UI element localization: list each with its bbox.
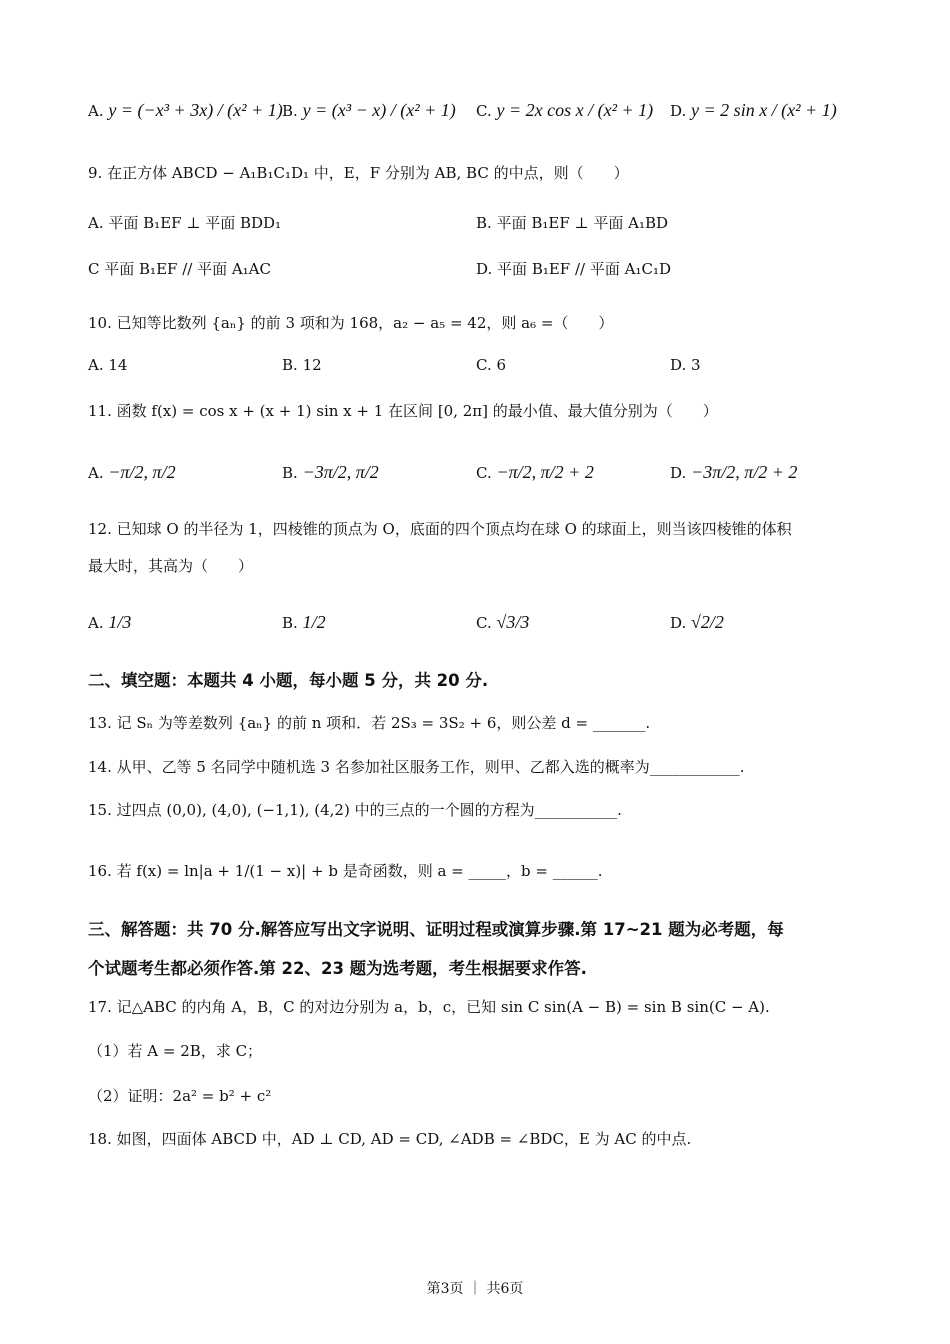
option-expression: y = 2 sin x / (x² + 1) xyxy=(691,100,837,120)
option-text: −π/2, π/2 + 2 xyxy=(496,462,594,482)
q14: 14. 从甲、乙等 5 名同学中随机选 3 名参加社区服务工作，则甲、乙都入选的概率为____________. xyxy=(88,758,745,776)
option-label: D. xyxy=(670,614,687,632)
option-label: A. xyxy=(88,214,104,232)
option-text: 平面 B₁EF // 平面 A₁C₁D xyxy=(497,260,671,278)
option-text: 1/2 xyxy=(302,612,326,632)
option-label: B. xyxy=(282,356,298,374)
q9-option-c xyxy=(88,258,271,279)
option-label: C xyxy=(88,260,100,278)
option-text: 平面 B₁EF ⊥ 平面 A₁BD xyxy=(496,214,669,232)
option-text: 14 xyxy=(108,356,128,374)
option-label: D. xyxy=(670,464,687,482)
q12-stem-line2: 最大时，其高为（ ） xyxy=(88,557,254,575)
q17-part1: （1）若 A = 2B，求 C； xyxy=(88,1042,263,1060)
q11-option-a xyxy=(88,462,176,483)
q8-option-c xyxy=(476,100,653,121)
option-label: C. xyxy=(476,102,492,120)
option-label: B. xyxy=(282,464,298,482)
q10-option-d xyxy=(670,356,701,374)
option-text: −3π/2, π/2 + 2 xyxy=(691,462,798,482)
q15: 15. 过四点 (0,0), (4,0), (−1,1), (4,2) 中的三点的一个圆的方程为___________. xyxy=(88,801,622,819)
q8-option-d xyxy=(670,100,837,121)
q9-option-d xyxy=(476,258,671,279)
q17: 17. 记△ABC 的内角 A，B，C 的对边分别为 a，b，c，已知 sin C sin(A − B) = sin B sin(C − A). xyxy=(88,998,770,1016)
option-label: C. xyxy=(476,464,492,482)
option-expression: y = (−x³ + 3x) / (x² + 1) xyxy=(108,100,283,120)
option-text: 12 xyxy=(302,356,322,374)
option-text: −π/2, π/2 xyxy=(108,462,176,482)
option-expression: y = (x³ − x) / (x² + 1) xyxy=(302,100,456,120)
option-label: A. xyxy=(88,356,104,374)
option-label: D. xyxy=(476,260,493,278)
option-text: −3π/2, π/2 xyxy=(302,462,379,482)
q11-option-c xyxy=(476,462,594,483)
section-heading-solutions-line1: 三、解答题：共 70 分.解答应写出文字说明、证明过程或演算步骤.第 17~21 题为必考题，每 xyxy=(88,920,784,939)
option-text: 6 xyxy=(496,356,507,374)
q18: 18. 如图，四面体 ABCD 中，AD ⊥ CD, AD = CD, ∠ADB = ∠BDC，E 为 AC 的中点. xyxy=(88,1130,692,1148)
option-text: 平面 B₁EF // 平面 A₁AC xyxy=(104,260,271,278)
q10-option-c xyxy=(476,356,506,374)
q12-option-d xyxy=(670,612,724,633)
q9-option-b xyxy=(476,212,668,233)
q10-option-b xyxy=(282,356,322,374)
option-text: √2/2 xyxy=(691,612,724,632)
q12-option-b xyxy=(282,612,326,633)
option-label: B. xyxy=(476,214,492,232)
option-label: B. xyxy=(282,614,298,632)
section-heading-fill-in: 二、填空题：本题共 4 小题，每小题 5 分，共 20 分. xyxy=(88,671,489,690)
q8-option-a xyxy=(88,100,283,121)
option-label: B. xyxy=(282,102,298,120)
option-text: 平面 B₁EF ⊥ 平面 BDD₁ xyxy=(108,214,282,232)
option-label: A. xyxy=(88,464,104,482)
option-text: √3/3 xyxy=(496,612,530,632)
section-heading-solutions-line2: 个试题考生都必须作答.第 22、23 题为选考题，考生根据要求作答. xyxy=(88,959,587,978)
option-expression: y = 2x cos x / (x² + 1) xyxy=(496,100,654,120)
option-text: 1/3 xyxy=(108,612,132,632)
option-label: C. xyxy=(476,356,492,374)
q12-option-a xyxy=(88,612,131,633)
q13: 13. 记 Sₙ 为等差数列 {aₙ} 的前 n 项和．若 2S₃ = 3S₂ + 6，则公差 d = _______. xyxy=(88,714,651,732)
q17-part2: （2）证明：2a² = b² + c² xyxy=(88,1087,272,1105)
q11-option-b xyxy=(282,462,379,483)
option-label: A. xyxy=(88,102,104,120)
option-label: D. xyxy=(670,102,687,120)
q9-stem: 9. 在正方体 ABCD − A₁B₁C₁D₁ 中，E，F 分别为 AB, BC 的中点，则（ ） xyxy=(88,164,629,182)
option-text: 3 xyxy=(691,356,701,374)
q9-option-a xyxy=(88,212,281,233)
q16: 16. 若 f(x) = ln|a + 1/(1 − x)| + b 是奇函数，则 a = _____，b = ______. xyxy=(88,862,603,880)
option-label: C. xyxy=(476,614,492,632)
q8-option-b xyxy=(282,100,456,121)
q10-option-a xyxy=(88,356,127,374)
option-label: D. xyxy=(670,356,687,374)
q11-option-d xyxy=(670,462,797,483)
page-footer: 第3页 ｜ 共6页 xyxy=(426,1281,524,1297)
q12-option-c xyxy=(476,612,529,633)
q10-stem: 10. 已知等比数列 {aₙ} 的前 3 项和为 168，a₂ − a₅ = 42，则 a₆ =（ ） xyxy=(88,314,614,332)
q11-stem: 11. 函数 f(x) = cos x + (x + 1) sin x + 1 在区间 [0, 2π] 的最小值、最大值分别为（ ） xyxy=(88,402,718,420)
q12-stem-line1: 12. 已知球 O 的半径为 1，四棱锥的顶点为 O，底面的四个顶点均在球 O 的球面上，则当该四棱锥的体积 xyxy=(88,520,792,538)
option-label: A. xyxy=(88,614,104,632)
